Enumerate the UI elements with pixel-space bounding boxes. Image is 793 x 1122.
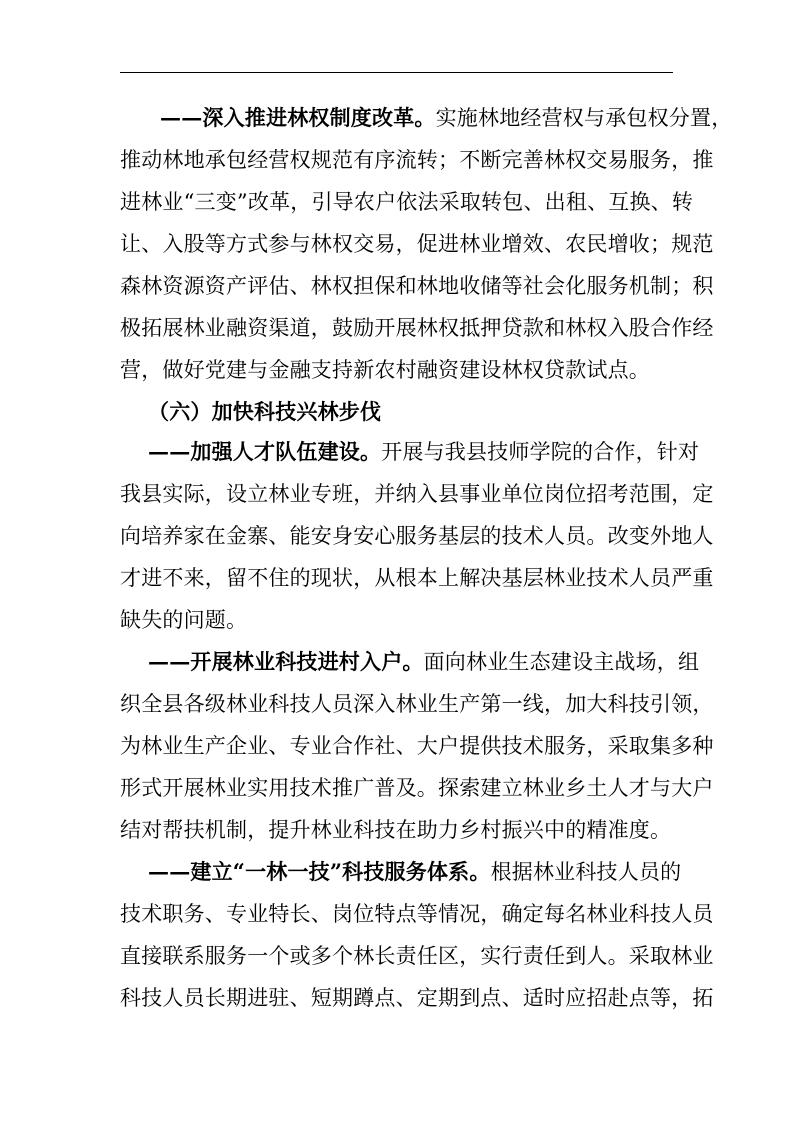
paragraph-4-line-3: 直接联系服务一个或多个林长责任区，实行责任到人。采取林业: [120, 944, 714, 968]
paragraph-3-line-4: 形式开展林业实用技术推广普及。探索建立林业乡土人才与大户: [120, 776, 714, 800]
paragraph-2-line-1-text: 开展与我县技师学院的合作，针对: [381, 440, 700, 464]
paragraph-1-lead: ——深入推进林权制度改革。: [160, 105, 436, 130]
header-rule: [120, 72, 673, 73]
paragraph-4-line-1-text: 根据林业科技人员的: [490, 860, 682, 884]
paragraph-2-line-3: 向培养家在金寨、能安身安心服务基层的技术人员。改变外地人: [120, 524, 714, 548]
paragraph-4-line-2: 技术职务、专业特长、岗位特点等情况，确定每名林业科技人员: [120, 902, 714, 926]
paragraph-2-line-5: 缺失的问题。: [120, 608, 248, 632]
paragraph-1-line-7: 营，做好党建与金融支持新农村融资建设林权贷款试点。: [120, 358, 650, 382]
paragraph-1-line-4: 让、入股等方式参与林权交易，促进林业增效、农民增收；规范: [120, 232, 714, 256]
paragraph-1-line-3: 进林业“三变”改革，引导农户依法采取转包、出租、互换、转: [120, 190, 694, 214]
paragraph-1-line-1-text: 实施林地经营权与承包权分置，: [435, 106, 733, 130]
section-heading: （六）加快科技兴林步伐: [148, 399, 382, 424]
paragraph-3-line-1: [148, 648, 699, 676]
paragraph-3-line-2: 织全县各级林业科技人员深入林业生产第一线，加大科技引领，: [120, 692, 714, 716]
paragraph-3-lead: ——开展林业科技进村入户。: [148, 649, 424, 674]
paragraph-4-lead: ——建立“一林一技”科技服务体系。: [148, 859, 491, 884]
paragraph-1-line-2: 推动林地承包经营权规范有序流转；不断完善林权交易服务，推: [120, 148, 714, 172]
paragraph-4-line-4: 科技人员长期进驻、短期蹲点、定期到点、适时应招赴点等，拓: [120, 986, 714, 1010]
paragraph-2-line-2: 我县实际，设立林业专班，并纳入县事业单位岗位招考范围，定: [120, 482, 714, 506]
paragraph-1-line-6: 极拓展林业融资渠道，鼓励开展林权抵押贷款和林权入股合作经: [120, 316, 714, 340]
paragraph-4-line-1: [148, 858, 681, 886]
paragraph-1-line-1: [160, 104, 732, 132]
paragraph-3-line-1-text: 面向林业生态建设主战场，组: [423, 650, 700, 674]
paragraph-3-line-3: 为林业生产企业、专业合作社、大户提供技术服务，采取集多种: [120, 734, 714, 758]
paragraph-2-lead: ——加强人才队伍建设。: [148, 439, 382, 464]
paragraph-2-line-1: [148, 438, 699, 466]
paragraph-3-line-5: 结对帮扶机制，提升林业科技在助力乡村振兴中的精准度。: [120, 818, 672, 842]
paragraph-2-line-4: 才进不来，留不住的现状，从根本上解决基层林业技术人员严重: [120, 566, 714, 590]
paragraph-1-line-5: 森林资源资产评估、林权担保和林地收储等社会化服务机制；积: [120, 274, 714, 298]
